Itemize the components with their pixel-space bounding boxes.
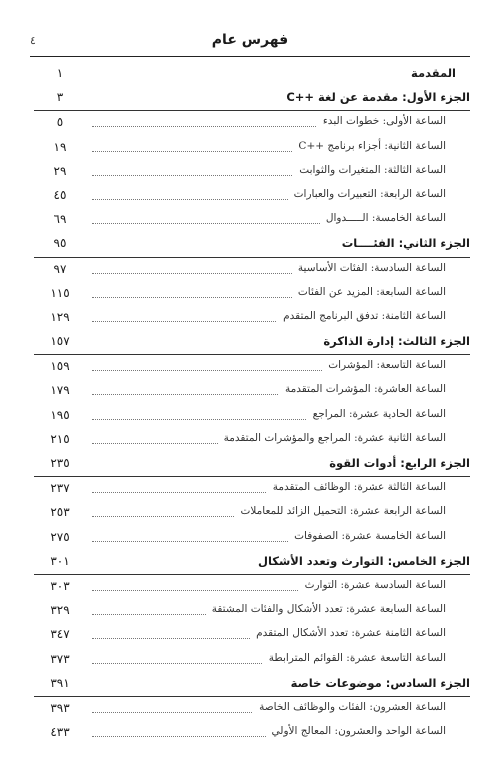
toc-entry-title: الساعة العشرون: الفئات والوظائف الخاصة — [253, 701, 446, 713]
toc-page-number: ٢١٥ — [50, 431, 70, 446]
toc-entry — [34, 379, 470, 403]
toc-entry — [34, 258, 470, 282]
toc-page-number: ٢٣٥ — [50, 456, 70, 470]
toc-page-number: ٩٥ — [53, 236, 67, 251]
toc-entry — [34, 526, 470, 550]
toc-part-heading — [34, 452, 470, 477]
toc-page-number: ٦٩ — [53, 212, 67, 227]
toc-page-number: ٣٠٣ — [50, 578, 70, 593]
toc-entry — [34, 428, 470, 452]
toc-entry-title: الجزء الأول: مقدمة عن لغة ++C — [280, 90, 470, 104]
toc-entry-title: الساعة الثامنة عشرة: تعدد الأشكال المتقدم — [250, 627, 446, 639]
toc-page-number: ١٩ — [53, 139, 67, 154]
toc-entry — [34, 648, 470, 672]
toc-entry-title: الجزء الثاني: الفئــــات — [336, 236, 470, 250]
toc-entry-title: الساعة الخامسة عشرة: الصفوفات — [288, 530, 446, 542]
toc-page-number: ٢٥٣ — [50, 505, 70, 520]
page-title: فهرس عام — [211, 32, 289, 48]
toc-entry-title: الساعة الثامنة: تدفق البرنامج المتقدم — [277, 310, 446, 322]
toc-page-number: ٩٧ — [53, 261, 67, 276]
toc-entry-title: الساعة السادسة عشرة: التوارث — [299, 579, 446, 591]
toc-entry-title: الساعة الثالثة: المتغيرات والثوابت — [293, 164, 446, 176]
toc-part-heading — [34, 550, 470, 575]
toc-page-number: ٢٧٥ — [50, 529, 70, 544]
toc-entry — [34, 697, 470, 721]
toc-entry-title: الجزء السادس: موضوعات خاصة — [285, 676, 470, 690]
toc-page-number: ٣٢٩ — [50, 603, 70, 618]
toc-part-heading — [34, 86, 470, 111]
toc-page-number: ١٩٥ — [50, 407, 70, 422]
toc-page-number: ٣٤٧ — [50, 627, 70, 642]
toc-page-number: ٣٠١ — [50, 553, 70, 568]
toc-page-number: ١٥٩ — [50, 359, 70, 374]
toc-entry-title: الساعة العاشرة: المؤشرات المتقدمة — [279, 383, 446, 395]
toc-page-number: ١ — [56, 66, 64, 80]
page-number: ٤ — [30, 34, 36, 47]
toc-entry — [34, 599, 470, 623]
toc-entry — [34, 208, 470, 232]
toc-page-number: ٤٣٣ — [50, 725, 70, 740]
page-header — [30, 30, 470, 56]
toc-entry — [34, 623, 470, 647]
toc-intro-entry — [34, 62, 470, 86]
toc-page-number: ٣٧٣ — [50, 651, 70, 666]
toc-entry-title: الساعة الثالثة عشرة: الوظائف المتقدمة — [267, 481, 446, 493]
toc-entry — [34, 477, 470, 501]
toc-entry-title: الساعة الرابعة عشرة: التحميل الزائد للمعاملات — [235, 505, 446, 517]
toc-entry-title: الساعة التاسعة عشرة: القوائم المترابطة — [263, 652, 446, 664]
toc-page-number: ١١٥ — [50, 285, 70, 300]
toc-entry-title: الجزء الرابع: أدوات القوة — [323, 456, 470, 470]
toc-entry — [34, 160, 470, 184]
toc-part-heading — [34, 330, 470, 355]
toc-page-number: ٢٣٧ — [50, 481, 70, 496]
toc-entry — [34, 136, 470, 160]
header-divider — [30, 56, 470, 57]
toc-entry-title: الساعة السابعة عشرة: تعدد الأشكال والفئات المشتقة — [206, 603, 446, 615]
toc-page-number: ١٧٩ — [50, 383, 70, 398]
toc-entry-title: الساعة الحادية عشرة: المراجع — [307, 408, 446, 420]
toc-entry-title: الجزء الخامس: التوارث وتعدد الأشكال — [252, 554, 470, 568]
toc-page-number: ٣٩١ — [50, 675, 70, 690]
toc-page-number: ٣ — [56, 90, 64, 105]
toc-entry-title: الجزء الثالث: إدارة الذاكرة — [317, 334, 470, 348]
toc-page-number: ٣٩٣ — [50, 700, 70, 715]
toc-entry-title: الساعة التاسعة: المؤشرات — [322, 359, 446, 371]
toc-page-number: ٢٩ — [53, 163, 67, 178]
toc-entry — [34, 501, 470, 525]
toc-entry — [34, 184, 470, 208]
toc-entry — [34, 355, 470, 379]
toc-entry — [34, 404, 470, 428]
toc-part-heading — [34, 672, 470, 697]
toc-entry-title: الساعة السادسة: الفئات الأساسية — [292, 262, 446, 274]
toc-page-number: ١٢٩ — [50, 309, 70, 324]
toc-entry-title: الساعة الثانية: أجزاء برنامج ++C — [292, 140, 446, 152]
toc-entry — [34, 575, 470, 599]
toc-entry-title: الساعة الثانية عشرة: المراجع والمؤشرات المتقدمة — [218, 432, 446, 444]
toc-entry-title: الساعة الرابعة: التعبيرات والعبارات — [288, 188, 446, 200]
toc-entry — [34, 282, 470, 306]
toc-page-number: ١٥٧ — [50, 334, 70, 349]
toc-entry-title: الساعة الواحد والعشرون: المعالج الأولي — [266, 725, 446, 737]
toc-entry — [34, 111, 470, 135]
table-of-contents — [34, 62, 470, 745]
toc-entry-title: الساعة الخامسة: الـــــدوال — [320, 212, 446, 224]
toc-page-number: ٤٥ — [53, 187, 67, 202]
toc-page-number: ٥ — [56, 115, 64, 130]
toc-entry-title: الساعة الأولى: خطوات البدء — [317, 115, 446, 127]
toc-part-heading — [34, 232, 470, 257]
toc-entry — [34, 721, 470, 745]
toc-entry-title: المقدمة — [405, 66, 456, 80]
toc-entry — [34, 306, 470, 330]
toc-entry-title: الساعة السابعة: المزيد عن الفئات — [292, 286, 446, 298]
